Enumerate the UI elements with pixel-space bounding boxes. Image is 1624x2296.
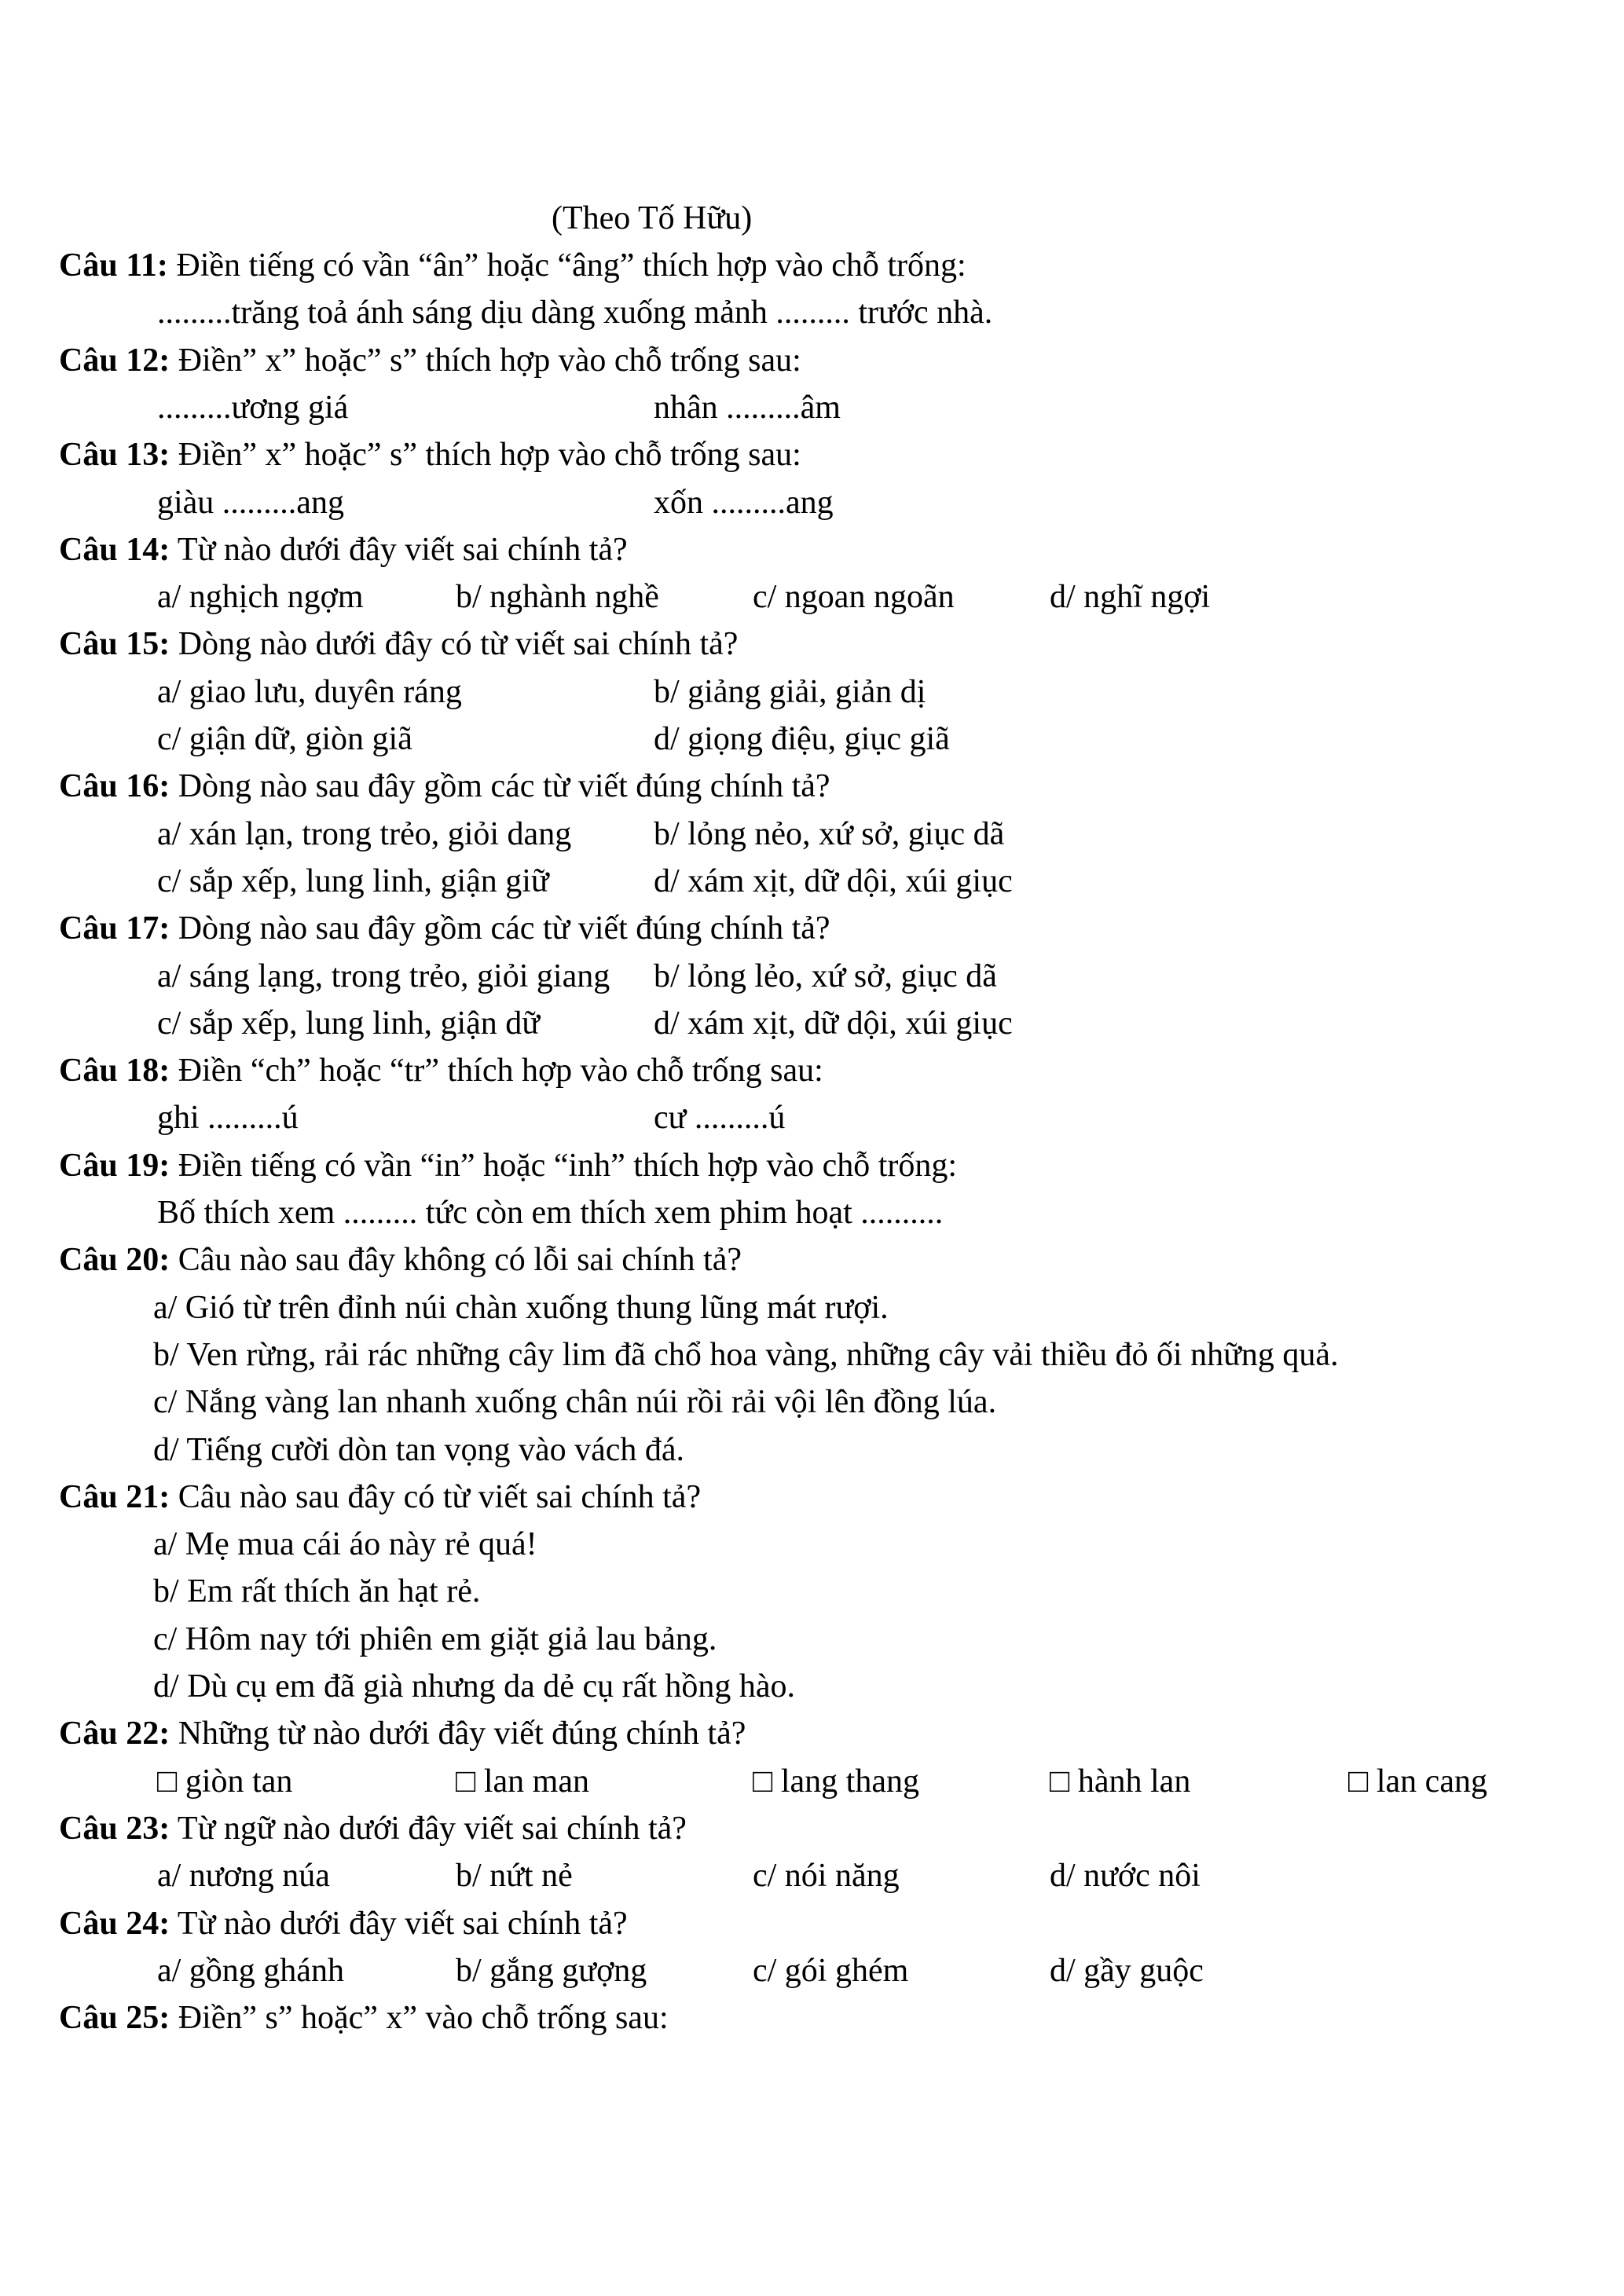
source-credit: (Theo Tố Hữu) — [552, 200, 753, 236]
answer-option: b/ giảng giải, giản dị — [654, 674, 926, 710]
answer-option: b/ nứt nẻ — [456, 1858, 573, 1894]
answer-line: b/ Em rất thích ăn hạt rẻ. — [153, 1573, 481, 1609]
answer-option: c/ gói ghém — [753, 1953, 909, 1989]
question-22 — [59, 1713, 746, 1754]
answer-option: □ hành lan — [1050, 1763, 1191, 1800]
answer-option: b/ gắng gượng — [456, 1953, 647, 1989]
answer-line: d/ Tiếng cười dòn tan vọng vào vách đá. — [153, 1432, 685, 1468]
question-18 — [59, 1050, 823, 1091]
question-label: Câu 20: — [59, 1242, 170, 1278]
question-11 — [59, 245, 966, 286]
question-text: Từ ngữ nào dưới đây viết sai chính tả? — [170, 1811, 687, 1847]
answer-option: □ lang thang — [753, 1763, 919, 1800]
question-label: Câu 22: — [59, 1716, 170, 1752]
answer-option: a/ xán lạn, trong trẻo, giỏi dang — [157, 816, 572, 852]
answer-option: cư .........ú — [654, 1100, 786, 1136]
answer-option: b/ lỏng lẻo, xứ sở, giục dã — [654, 958, 997, 994]
answer-option: c/ sắp xếp, lung linh, giận dữ — [157, 1005, 541, 1042]
answer-option: d/ xám xịt, dữ dội, xúi giục — [654, 1005, 1013, 1042]
question-text: Điền tiếng có vần “ân” hoặc “âng” thích hợp vào chỗ trống: — [167, 247, 966, 284]
question-label: Câu 11: — [59, 247, 168, 284]
answer-line: c/ Hôm nay tới phiên em giặt giả lau bảng. — [153, 1621, 717, 1657]
question-text: Từ nào dưới đây viết sai chính tả? — [170, 532, 628, 568]
answer-option: a/ nghịch ngợm — [157, 579, 364, 615]
question-text: Câu nào sau đây có từ viết sai chính tả? — [170, 1479, 702, 1515]
question-21 — [59, 1477, 701, 1518]
question-13 — [59, 434, 801, 475]
answer-line: a/ Gió từ trên đỉnh núi chàn xuống thung lũng mát rượi. — [153, 1290, 889, 1326]
question-text: Điền” x” hoặc” s” thích hợp vào chỗ trống sau: — [170, 437, 801, 473]
answer-option: a/ sáng lạng, trong trẻo, giỏi giang — [157, 958, 610, 994]
question-25 — [59, 1998, 669, 2038]
answer-option: a/ gồng ghánh — [157, 1953, 344, 1989]
question-19 — [59, 1145, 957, 1186]
question-16 — [59, 766, 830, 807]
answer-option: □ lan man — [456, 1763, 589, 1800]
answer-option: a/ giao lưu, duyên ráng — [157, 674, 462, 710]
answer-option: c/ nói năng — [753, 1858, 900, 1894]
question-23 — [59, 1808, 687, 1849]
answer-option: d/ xám xịt, dữ dội, xúi giục — [654, 863, 1013, 899]
answer-option: xốn .........ang — [654, 485, 834, 521]
answer-line: Bố thích xem ......... tức còn em thích xem phim hoạt .......... — [157, 1195, 944, 1231]
question-text: Câu nào sau đây không có lỗi sai chính tả? — [170, 1242, 742, 1278]
answer-option: b/ lỏng nẻo, xứ sở, giục dã — [654, 816, 1005, 852]
answer-option: □ lan cang — [1348, 1763, 1487, 1800]
question-text: Dòng nào dưới đây có từ viết sai chính tả? — [170, 626, 739, 662]
answer-option: a/ nương núa — [157, 1858, 330, 1894]
answer-option: d/ nghĩ ngợi — [1050, 579, 1211, 615]
answer-option: d/ gầy guộc — [1050, 1953, 1204, 1989]
question-text: Điền” x” hoặc” s” thích hợp vào chỗ trống sau: — [170, 342, 801, 379]
question-text: Những từ nào dưới đây viết đúng chính tả? — [170, 1716, 746, 1752]
question-20 — [59, 1240, 742, 1280]
question-label: Câu 15: — [59, 626, 170, 662]
question-12 — [59, 340, 801, 381]
question-label: Câu 12: — [59, 342, 170, 379]
question-label: Câu 14: — [59, 532, 170, 568]
answer-line: a/ Mẹ mua cái áo này rẻ quá! — [153, 1526, 537, 1562]
answer-option: c/ sắp xếp, lung linh, giận giữ — [157, 863, 549, 899]
question-label: Câu 19: — [59, 1148, 170, 1184]
answer-option: giàu .........ang — [157, 485, 344, 521]
answer-option: ghi .........ú — [157, 1100, 299, 1136]
question-text: Điền” s” hoặc” x” vào chỗ trống sau: — [170, 2000, 669, 2036]
question-text: Dòng nào sau đây gồm các từ viết đúng chính tả? — [170, 910, 830, 947]
question-24 — [59, 1903, 628, 1944]
answer-option: d/ nước nôi — [1050, 1858, 1201, 1894]
question-label: Câu 13: — [59, 437, 170, 473]
answer-line: d/ Dù cụ em đã già nhưng da dẻ cụ rất hồng hào. — [153, 1668, 796, 1705]
question-label: Câu 18: — [59, 1053, 170, 1089]
question-text: Dòng nào sau đây gồm các từ viết đúng chính tả? — [170, 768, 830, 804]
question-text: Điền “ch” hoặc “tr” thích hợp vào chỗ trống sau: — [170, 1053, 823, 1089]
question-label: Câu 24: — [59, 1906, 170, 1942]
question-14 — [59, 529, 628, 570]
question-label: Câu 25: — [59, 2000, 170, 2036]
answer-option: .........ương giá — [157, 390, 349, 426]
answer-line: .........trăng toả ánh sáng dịu dàng xuống mảnh ......... trước nhà. — [157, 295, 993, 331]
question-label: Câu 17: — [59, 910, 170, 947]
question-15 — [59, 624, 738, 665]
question-17 — [59, 908, 830, 949]
question-label: Câu 21: — [59, 1479, 170, 1515]
answer-option: nhân .........âm — [654, 390, 841, 426]
answer-line: b/ Ven rừng, rải rác những cây lim đã chổ hoa vàng, những cây vải thiều đỏ ối những quả. — [153, 1337, 1339, 1373]
answer-line: c/ Nắng vàng lan nhanh xuống chân núi rồi rải vội lên đồng lúa. — [153, 1384, 997, 1420]
answer-option: □ giòn tan — [157, 1763, 293, 1800]
answer-option: c/ giận dữ, giòn giã — [157, 721, 412, 757]
answer-option: d/ giọng điệu, giục giã — [654, 721, 950, 757]
question-label: Câu 16: — [59, 768, 170, 804]
question-text: Từ nào dưới đây viết sai chính tả? — [170, 1906, 628, 1942]
answer-option: c/ ngoan ngoãn — [753, 579, 955, 615]
question-label: Câu 23: — [59, 1811, 170, 1847]
question-text: Điền tiếng có vần “in” hoặc “inh” thích hợp vào chỗ trống: — [170, 1148, 958, 1184]
answer-option: b/ nghành nghề — [456, 579, 659, 615]
